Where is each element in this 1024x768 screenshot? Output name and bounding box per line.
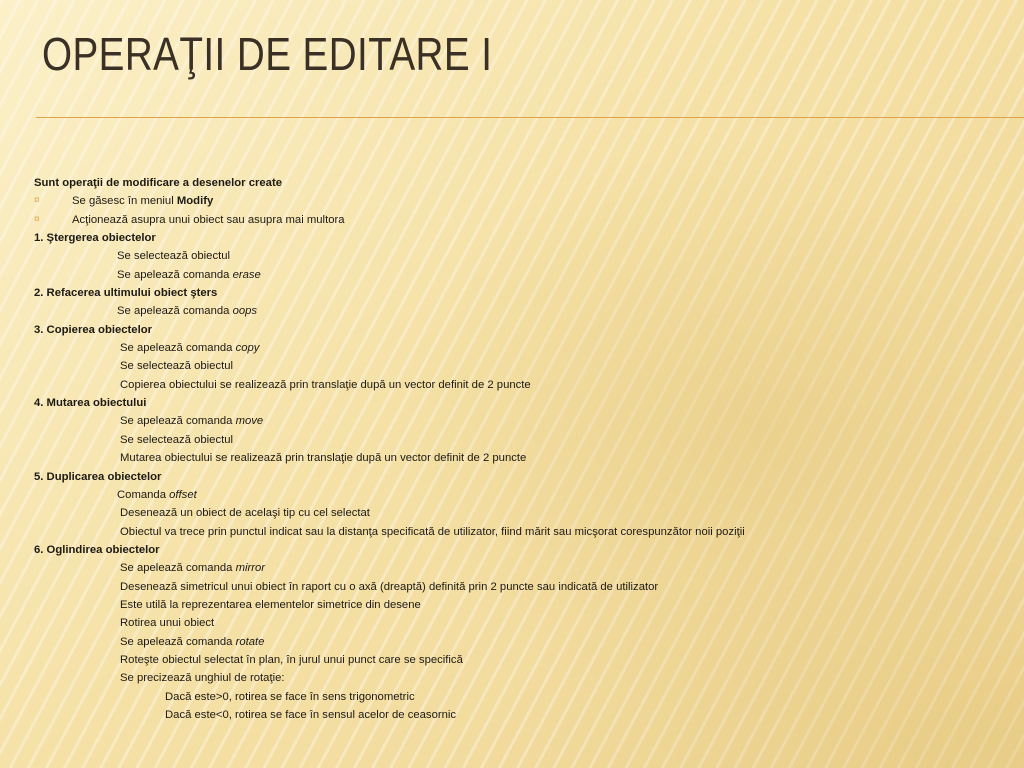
body-line bbox=[34, 504, 1014, 522]
body-line bbox=[34, 523, 1014, 541]
line-text: Dacă este>0, rotirea se face în sens trigonometric bbox=[165, 690, 415, 703]
body-line bbox=[34, 688, 1014, 706]
section-heading bbox=[34, 394, 1014, 412]
body-line bbox=[34, 633, 1014, 651]
line-text: Dacă este<0, rotirea se face în sensul acelor de ceasornic bbox=[165, 708, 457, 721]
title-divider bbox=[36, 117, 1024, 118]
command-name: mirror bbox=[235, 562, 266, 575]
line-text: 3. Copierea obiectelor bbox=[34, 323, 153, 336]
line-text: Roteşte obiectul selectat în plan, în jurul unui punct care se specifică bbox=[120, 653, 463, 666]
line-text: Se selectează obiectul bbox=[120, 433, 234, 446]
body-line bbox=[34, 706, 1014, 724]
line-text: Comanda bbox=[117, 488, 170, 501]
body-line bbox=[34, 596, 1014, 614]
line-text: 5. Duplicarea obiectelor bbox=[34, 470, 162, 483]
x-mark-icon: ¤ bbox=[34, 213, 40, 225]
body-line bbox=[34, 449, 1014, 467]
line-text: Se precizează unghiul de rotaţie: bbox=[120, 672, 285, 685]
line-text: Se apelează comanda bbox=[120, 342, 236, 355]
slide-title: OPERAŢII DE EDITARE I bbox=[42, 28, 493, 80]
body-line bbox=[34, 266, 1014, 284]
slide-body bbox=[34, 174, 1014, 724]
line-text: Se apelează comanda bbox=[120, 635, 236, 648]
section-heading bbox=[34, 284, 1014, 302]
line-text: Rotirea unui obiect bbox=[120, 617, 215, 630]
body-line bbox=[34, 412, 1014, 430]
line-text: Copierea obiectului se realizează prin translaţie după un vector definit de 2 puncte bbox=[120, 378, 531, 391]
body-line bbox=[34, 651, 1014, 669]
line-text: Acţionează asupra unui obiect sau asupra mai multora bbox=[72, 213, 345, 226]
line-text: Se apelează comanda bbox=[120, 562, 236, 575]
command-name: move bbox=[235, 415, 264, 428]
command-name: rotate bbox=[235, 635, 265, 648]
body-line bbox=[34, 559, 1014, 577]
line-text: 6. Oglindirea obiectelor bbox=[34, 543, 160, 556]
section-heading bbox=[34, 321, 1014, 339]
section-heading bbox=[34, 229, 1014, 247]
line-text: Este utilă la reprezentarea elementelor simetrice din desene bbox=[120, 598, 421, 611]
section-heading bbox=[34, 174, 1014, 192]
section-heading bbox=[34, 541, 1014, 559]
line-text: Se apelează comanda bbox=[117, 268, 233, 281]
body-line bbox=[34, 247, 1014, 265]
line-text: Se apelează comanda bbox=[120, 415, 236, 428]
body-line bbox=[34, 486, 1014, 504]
section-heading bbox=[34, 468, 1014, 486]
body-line bbox=[34, 578, 1014, 596]
bullet-item bbox=[34, 192, 1014, 210]
line-text: Se apelează comanda bbox=[117, 305, 233, 318]
line-text: 2. Refacerea ultimului obiect şters bbox=[34, 287, 218, 300]
line-text: Obiectul va trece prin punctul indicat sau la distanţa specificată de utilizator, fiind mărit sau micşorat corespunzător noii poziţii bbox=[120, 525, 745, 538]
bullet-item bbox=[34, 211, 1014, 229]
command-name: erase bbox=[232, 268, 261, 281]
line-text: Mutarea obiectului se realizează prin translaţie după un vector definit de 2 puncte bbox=[120, 452, 527, 465]
command-name: offset bbox=[169, 488, 197, 501]
line-text: Se selectează obiectul bbox=[120, 360, 234, 373]
body-line bbox=[34, 431, 1014, 449]
line-text: 1. Ştergerea obiectelor bbox=[34, 232, 156, 245]
body-line bbox=[34, 614, 1014, 632]
line-text: Se găsesc în meniul bbox=[72, 195, 177, 208]
line-text: Desenează simetricul unui obiect în raport cu o axă (dreaptă) definită prin 2 puncte sau indicată de utilizator bbox=[120, 580, 659, 593]
x-mark-icon: ¤ bbox=[34, 195, 40, 207]
command-name: Modify bbox=[176, 195, 214, 208]
command-name: oops bbox=[232, 305, 258, 318]
body-line bbox=[34, 357, 1014, 375]
body-line bbox=[34, 669, 1014, 687]
command-name: copy bbox=[235, 342, 260, 355]
line-text: Se selectează obiectul bbox=[117, 250, 231, 263]
line-text: Sunt operaţii de modificare a desenelor create bbox=[34, 177, 282, 189]
body-line bbox=[34, 302, 1014, 320]
line-text: Desenează un obiect de acelaşi tip cu cel selectat bbox=[120, 507, 370, 520]
body-line bbox=[34, 376, 1014, 394]
line-text: 4. Mutarea obiectului bbox=[34, 397, 147, 410]
body-line bbox=[34, 339, 1014, 357]
